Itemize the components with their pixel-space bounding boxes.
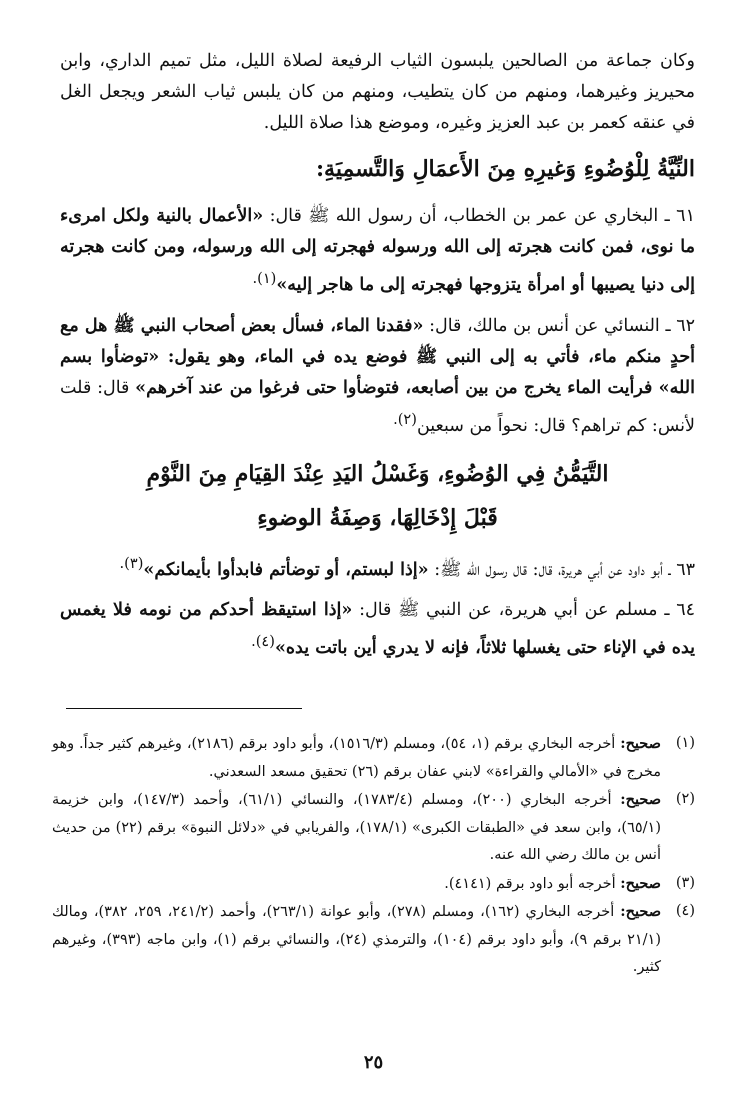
section-heading-ablution — [60, 452, 695, 540]
hadith-quote: «فقدنا الماء، فسأل بعض أصحاب النبي ﷺ هل مع أحدٍ منكم ماء، فأتي به إلى النبي ﷺ فوضع يده في الماء، وهو يقول: «توضأوا بسم الله» فرأيت الماء يخرج من بين أصابعه، فتوضأوا حتى فرغوا من عند آخرهم» — [60, 315, 695, 398]
page-number: ٢٥ — [363, 1052, 384, 1073]
hadith-62 — [60, 311, 695, 442]
footnote-label: صحيح: — [620, 735, 661, 752]
footnote-label: صحيح: — [620, 903, 662, 920]
footnote-item — [52, 898, 695, 982]
hadith-number: ٦٣ ـ — [668, 559, 695, 580]
footnote-ref: (١). — [252, 270, 277, 287]
footnote-ref: (٢). — [393, 410, 417, 428]
heading-line-1: التَّيَمُّنُ فِي الوُضُوءِ، وَغَسْلُ اليَدِ عِنْدَ القِيَامِ مِنَ النَّوْمِ — [146, 460, 609, 487]
footnote-item — [52, 786, 695, 870]
footnote-item — [52, 730, 695, 786]
hadith-answer: نحواً من سبعين — [416, 415, 528, 436]
footnotes — [52, 730, 695, 982]
footnote-text: أخرجه البخاري (١٦٢)، ومسلم (٢٧٨)، وأبو عوانة (٢٦٣/١)، وأحمد (٢٤١/٢، ٢٥٩، ٣٨٢)، ومالك (٢١/١ برقم ٩)، وأبو داود برقم (١٠٤)، والترمذي (٢٤)، والنسائي برقم (١)، وابن ماجه (٣٩٣)، وغيرهم كثير. — [52, 904, 661, 975]
footnote-ref: (٣). — [119, 554, 144, 572]
hadith-number: ٦٤ ـ — [664, 600, 695, 621]
hadith-tail: قال: قلت لأنس: كم تراهم؟ قال: — [60, 377, 695, 436]
intro-paragraph: وكان جماعة من الصالحين يلبسون الثياب الرفيعة لصلاة الليل، مثل تميم الداري، وابن محيريز وغيرهما، ومنهم من كان يتطيب، ومنهم من كان يلبس ثياب الشعر ويجعل الغل في عنقه كعمر بن عبد العزيز وغيره، وموضع هذا صلاة الليل. — [60, 51, 695, 133]
heading-line-2: قَبْلَ إِدْخَالِهَا، وَصِفَةُ الوضوءِ — [257, 504, 498, 531]
footnote-number: (٣) — [675, 874, 695, 891]
footnote-label: صحيح: — [620, 874, 661, 892]
footnote-item — [52, 870, 695, 899]
footnote-text: أخرجه البخاري برقم (١، ٥٤)، ومسلم (١٥١٦/٣)، وأبو داود برقم (٢١٨٦)، وغيرهم كثير جداً. وهو مخرج في «الأمالي والقراءة» لابني عفان برقم (٢٦) تحقيق مسعد السعدني. — [52, 736, 661, 780]
hadith-quote: «الأعمال بالنية ولكل امرىء ما نوى، فمن كانت هجرته إلى الله ورسوله فهجرته إلى الله ورسوله، ومن كانت هجرته إلى دنيا يصيبها أو امرأة يتزوجها فهجرته إلى ما هاجر إليه» — [60, 206, 695, 295]
hadith-lead: مسلم عن أبي هريرة، عن النبي ﷺ قال: — [359, 600, 658, 621]
hadith-lead: أبو داود عن أبي هريرة، قال: قال رسول الله ﷺ: — [434, 559, 663, 580]
hadith-number: ٦٢ ـ — [665, 315, 695, 336]
footnote-ref: (٤). — [251, 633, 275, 651]
footnote-number: (٢) — [675, 791, 695, 807]
hadith-64 — [60, 595, 695, 664]
footnote-label: صحيح: — [620, 791, 662, 808]
hadith-number: ٦١ ـ — [664, 206, 695, 226]
hadith-lead: النسائي عن أنس بن مالك، قال: — [429, 315, 660, 336]
hadith-61 — [60, 201, 695, 301]
footnote-divider — [66, 708, 302, 709]
hadith-63 — [60, 548, 695, 586]
footnote-number: (١) — [675, 735, 695, 751]
hadith-quote: «إذا لبستم، أو توضأتم فابدأوا بأيمانكم» — [143, 559, 429, 580]
main-text — [60, 46, 695, 674]
footnote-text: أخرجه أبو داود برقم (٤١٤١). — [444, 875, 616, 892]
footnote-number: (٤) — [675, 903, 695, 919]
hadith-quote: «إذا استيقظ أحدكم من نومه فلا يغمس يده في الإناء حتى يغسلها ثلاثاً، فإنه لا يدري أين باتت يده» — [60, 600, 695, 659]
footnote-text: أخرجه البخاري (٢٠٠)، ومسلم (١٧٨٣/٤)، والنسائي (٦١/١)، وأحمد (١٤٧/٣)، وابن خزيمة (٦٥/١)، وابن سعد في «الطبقات الكبرى» (١٧٨/١)، والفريابي في «دلائل النبوة» برقم (٢٢) من حديث أنس بن مالك رضي الله عنه. — [52, 792, 661, 863]
section-heading-intention: النِّيَّةُ لِلْوُضُوءِ وَغيرِهِ مِنَ الأَعمَالِ وَالتَّسمِيَةِ: — [315, 156, 695, 182]
hadith-lead: البخاري عن عمر بن الخطاب، أن رسول الله ﷺ قال: — [269, 206, 659, 226]
